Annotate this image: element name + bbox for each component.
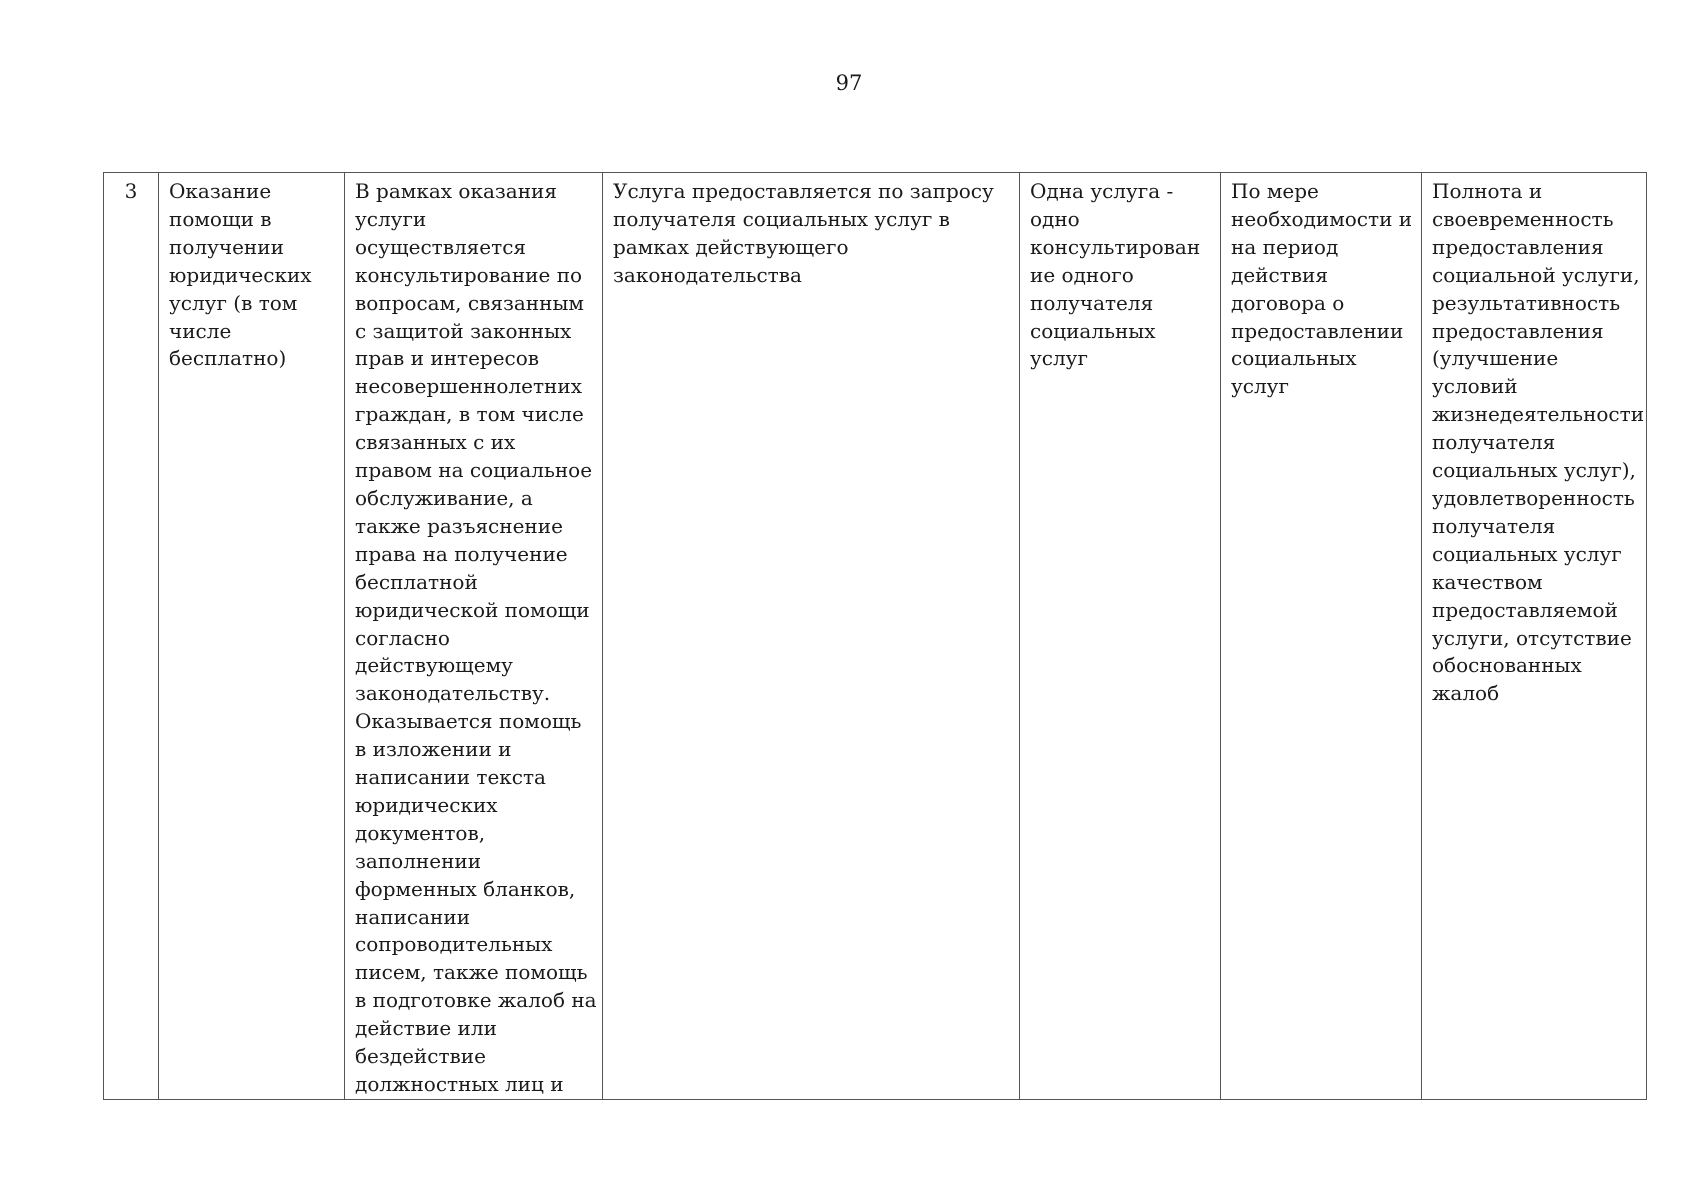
- text-line: предоставления: [1432, 318, 1604, 343]
- text-line: права на получение: [355, 541, 568, 566]
- service-description: [355, 178, 597, 1099]
- text-line: По мере: [1231, 179, 1319, 203]
- text-line: сопроводительных: [355, 932, 553, 957]
- text-line: в подготовке жалоб на: [355, 988, 597, 1013]
- text-line: условий: [1432, 374, 1518, 399]
- row-number-cell: [104, 173, 159, 1100]
- text-line: граждан, в том числе: [355, 402, 584, 427]
- text-line: услуги: [355, 206, 427, 231]
- text-line: заполнении: [355, 848, 482, 873]
- text-line: услуг (в том: [169, 290, 298, 315]
- text-line: обоснованных: [1432, 653, 1582, 678]
- text-line: писем, также помощь: [355, 960, 588, 985]
- table-row: [104, 173, 1647, 1100]
- quality-criteria: [1432, 178, 1645, 708]
- page-number: 97: [835, 71, 863, 95]
- text-line: также разъяснение: [355, 513, 563, 538]
- text-line: Одна услуга -: [1030, 179, 1174, 203]
- text-line: Полнота и: [1432, 179, 1543, 203]
- text-line: услуг: [1030, 346, 1088, 371]
- text-line: предоставлении: [1231, 318, 1404, 343]
- text-line: юридических: [355, 792, 498, 817]
- service-unit: [1030, 178, 1210, 373]
- row-number: 3: [124, 179, 138, 203]
- text-line: вопросам, связанным: [355, 290, 584, 315]
- text-line: действующему: [355, 653, 513, 678]
- text-line: консультирование по: [355, 262, 583, 287]
- text-line: форменных бланков,: [355, 876, 576, 901]
- text-line: написании: [355, 904, 471, 929]
- text-line: рамках действующего: [613, 234, 849, 259]
- text-line: Оказание: [169, 179, 272, 203]
- text-line: законодательства: [613, 262, 802, 287]
- text-line: социальных: [1231, 346, 1357, 371]
- text-line: осуществляется: [355, 234, 527, 259]
- text-line: правом на социальное: [355, 458, 593, 483]
- text-line: одно: [1030, 206, 1080, 231]
- description-cell: [345, 173, 603, 1100]
- text-line: удовлетворенность: [1432, 485, 1635, 510]
- service-name: [169, 178, 334, 373]
- text-line: в изложении и: [355, 737, 512, 762]
- text-line: бездействие: [355, 1044, 486, 1069]
- provision-terms-cell: [603, 173, 1020, 1100]
- text-line: договора о: [1231, 290, 1345, 315]
- text-line: ие одного: [1030, 262, 1134, 287]
- text-line: на период: [1231, 234, 1339, 259]
- quality-criteria-cell: [1422, 173, 1647, 1100]
- text-line: социальных услуг: [1432, 541, 1622, 566]
- text-line: бесплатно): [169, 346, 287, 371]
- text-line: услуги, отсутствие: [1432, 625, 1632, 650]
- text-line: должностных лиц и: [355, 1072, 564, 1096]
- text-line: с защитой законных: [355, 318, 572, 343]
- text-line: юридической помощи: [355, 597, 590, 622]
- provision-terms: [613, 178, 1009, 290]
- text-line: несовершеннолетних: [355, 374, 582, 399]
- text-line: получателя социальных услуг в: [613, 206, 950, 231]
- text-line: получателя: [1030, 290, 1154, 315]
- text-line: консультирован: [1030, 234, 1201, 259]
- text-line: жалоб: [1432, 681, 1500, 706]
- text-line: (улучшение: [1432, 346, 1559, 371]
- text-line: В рамках оказания: [355, 179, 557, 203]
- text-line: законодательству.: [355, 681, 551, 706]
- text-line: действие или: [355, 1016, 497, 1041]
- text-line: получателя: [1432, 513, 1556, 538]
- text-line: получении: [169, 234, 284, 259]
- text-line: Оказывается помощь: [355, 709, 582, 734]
- text-line: социальных услуг),: [1432, 458, 1636, 483]
- service-frequency: [1231, 178, 1411, 401]
- text-line: услуг: [1231, 374, 1289, 399]
- text-line: документов,: [355, 820, 486, 845]
- text-line: написании текста: [355, 765, 546, 790]
- text-line: жизнедеятельности: [1432, 402, 1645, 427]
- unit-cell: [1020, 173, 1221, 1100]
- text-line: прав и интересов: [355, 346, 540, 371]
- text-line: своевременность: [1432, 206, 1614, 231]
- text-line: числе: [169, 318, 232, 343]
- text-line: обслуживание, а: [355, 485, 533, 510]
- text-line: Услуга предоставляется по запросу: [613, 179, 994, 203]
- text-line: социальной услуги,: [1432, 262, 1640, 287]
- text-line: бесплатной: [355, 569, 478, 594]
- text-line: связанных с их: [355, 430, 516, 455]
- text-line: получателя: [1432, 430, 1556, 455]
- text-line: предоставляемой: [1432, 597, 1618, 622]
- text-line: помощи в: [169, 206, 272, 231]
- text-line: юридических: [169, 262, 312, 287]
- text-line: действия: [1231, 262, 1328, 287]
- text-line: необходимости и: [1231, 206, 1413, 231]
- frequency-cell: [1221, 173, 1422, 1100]
- text-line: согласно: [355, 625, 450, 650]
- text-line: результативность: [1432, 290, 1621, 315]
- text-line: предоставления: [1432, 234, 1604, 259]
- service-name-cell: [159, 173, 345, 1100]
- text-line: социальных: [1030, 318, 1156, 343]
- text-line: качеством: [1432, 569, 1543, 594]
- services-table: [103, 172, 1647, 1100]
